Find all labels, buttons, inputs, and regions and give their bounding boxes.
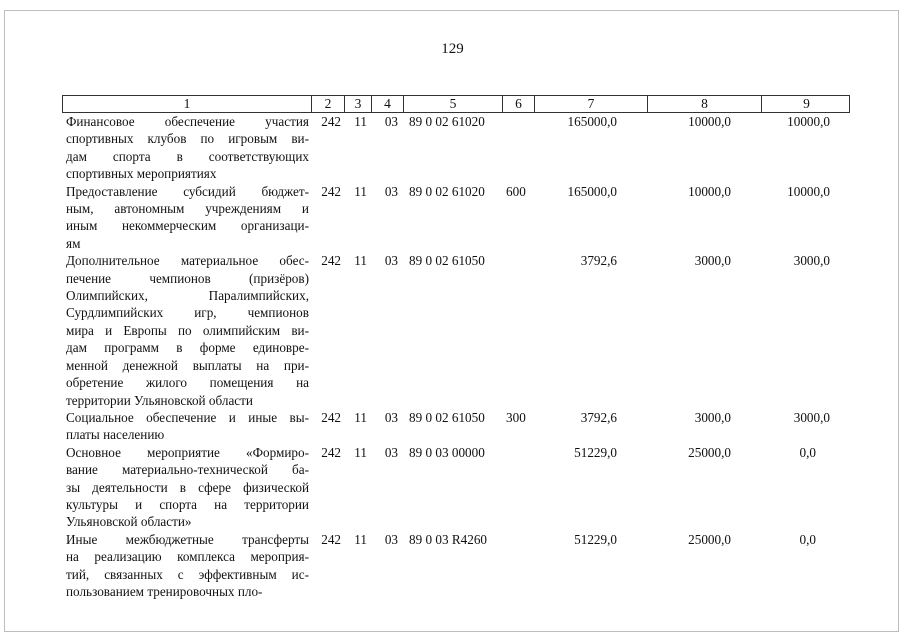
row-name-line: платы населению xyxy=(66,427,165,443)
row-name-line: тий, связанных с эффективным ис- xyxy=(66,566,309,582)
subsection-cell: 03 xyxy=(384,253,398,269)
amount-col9-cell: 10000,0 xyxy=(787,114,830,129)
amount-col8-cell: 25000,0 xyxy=(688,444,731,460)
amount-col8-cell: 25000,0 xyxy=(688,531,731,547)
row-name-line: культуры и спорта на территории xyxy=(66,496,309,512)
header-col-5: 5 xyxy=(404,96,503,112)
row-name-cell xyxy=(62,252,311,409)
header-col-3: 3 xyxy=(345,96,372,112)
subsection-cell: 03 xyxy=(384,114,398,129)
row-name-line: Дополнительное материальное обес- xyxy=(66,253,309,269)
header-col-7: 7 xyxy=(535,96,648,112)
row-name-line: ным, автономным учреждениям и xyxy=(66,201,309,217)
row-name-line: Финансовое обеспечение участия xyxy=(66,114,309,129)
header-col-2: 2 xyxy=(312,96,345,112)
row-name-line: Иные межбюджетные трансферты xyxy=(66,531,309,547)
subsection-cell: 03 xyxy=(384,409,398,425)
amount-col7-cell: 51229,0 xyxy=(574,531,617,547)
row-name-line: мира и Европы по олимпийским ви- xyxy=(66,322,309,338)
row-name-line: Олимпийских, Паралимпийских, xyxy=(66,288,309,304)
subsection-cell: 03 xyxy=(384,183,398,199)
amount-col8-cell: 10000,0 xyxy=(688,114,731,129)
row-name-cell xyxy=(62,113,311,183)
row-name-line: зы деятельности в сфере физической xyxy=(66,479,309,495)
grbs-cell: 242 xyxy=(321,253,341,269)
grbs-cell: 242 xyxy=(321,183,341,199)
amount-col8-cell: 3000,0 xyxy=(694,253,731,269)
amount-col8-cell: 10000,0 xyxy=(688,183,731,199)
header-col-8: 8 xyxy=(648,96,762,112)
amount-col9-cell: 0,0 xyxy=(799,444,816,460)
amount-col9-cell: 10000,0 xyxy=(787,183,830,199)
target-article-cell: 89 0 03 R4260 xyxy=(409,531,488,547)
target-article-cell: 89 0 02 61020 xyxy=(409,183,485,199)
grbs-cell: 242 xyxy=(321,114,341,129)
table-row xyxy=(62,183,850,253)
header-col-4: 4 xyxy=(372,96,404,112)
page-number: 129 xyxy=(441,41,464,57)
grbs-cell: 242 xyxy=(321,444,341,460)
expense-type-cell: 300 xyxy=(506,409,526,425)
row-name-line: Социальное обеспечение и иные вы- xyxy=(66,409,309,425)
amount-col8-cell: 3000,0 xyxy=(694,409,731,425)
row-name-line: дам спорта в соответствующих xyxy=(66,148,309,164)
row-name-line: Основное мероприятие «Формиро- xyxy=(66,444,309,460)
target-article-cell: 89 0 02 61050 xyxy=(409,253,485,269)
table-row xyxy=(62,531,850,601)
header-col-1: 1 xyxy=(63,96,312,112)
table-header xyxy=(62,95,850,113)
section-cell: 11 xyxy=(354,183,367,199)
grbs-cell: 242 xyxy=(321,531,341,547)
row-name-line: дам программ в форме единовре- xyxy=(66,340,309,356)
amount-col7-cell: 165000,0 xyxy=(567,114,617,129)
expense-type-cell: 600 xyxy=(506,183,526,199)
row-name-line: Предоставление субсидий бюджет- xyxy=(66,183,309,199)
row-name-line: территории Ульяновской области xyxy=(66,392,253,408)
amount-col7-cell: 3792,6 xyxy=(580,253,617,269)
amount-col7-cell: 165000,0 xyxy=(567,183,617,199)
row-name-cell xyxy=(62,444,311,531)
row-name-cell xyxy=(62,183,311,253)
table-row xyxy=(62,113,850,183)
row-name-line: печение чемпионов (призёров) xyxy=(66,270,309,286)
row-name-line: обретение жилого помещения на xyxy=(66,375,309,391)
row-name-cell xyxy=(62,409,311,444)
amount-col7-cell: 3792,6 xyxy=(580,409,617,425)
section-cell: 11 xyxy=(354,253,367,269)
header-col-9: 9 xyxy=(803,96,810,111)
row-name-line: вание материально-технической ба- xyxy=(66,462,309,478)
grbs-cell: 242 xyxy=(321,409,341,425)
target-article-cell: 89 0 02 61020 xyxy=(409,114,485,129)
row-name-line: спортивных клубов по игровым ви- xyxy=(66,131,309,147)
section-cell: 11 xyxy=(354,444,367,460)
table-body xyxy=(62,113,850,600)
row-name-line: Сурдлимпийских игр, чемпионов xyxy=(66,305,309,321)
budget-table xyxy=(62,95,850,600)
table-row xyxy=(62,409,850,444)
section-cell: 11 xyxy=(354,531,367,547)
table-row xyxy=(62,444,850,531)
amount-col9-cell: 3000,0 xyxy=(793,253,830,269)
row-name-line: пользованием тренировочных пло- xyxy=(66,583,263,599)
row-name-line: спортивных мероприятиях xyxy=(66,166,217,182)
row-name-line: иным некоммерческим организаци- xyxy=(66,218,309,234)
amount-col7-cell: 51229,0 xyxy=(574,444,617,460)
row-name-cell xyxy=(62,531,311,601)
header-col-6: 6 xyxy=(503,96,535,112)
amount-col9-cell: 3000,0 xyxy=(793,409,830,425)
target-article-cell: 89 0 02 61050 xyxy=(409,409,485,425)
subsection-cell: 03 xyxy=(384,444,398,460)
subsection-cell: 03 xyxy=(384,531,398,547)
row-name-line: ям xyxy=(66,235,81,251)
row-name-line: менной денежной выплаты на при- xyxy=(66,357,309,373)
section-cell: 11 xyxy=(354,114,367,129)
target-article-cell: 89 0 03 00000 xyxy=(409,444,485,460)
table-row xyxy=(62,252,850,409)
row-name-line: на реализацию комплекса мероприя- xyxy=(66,549,309,565)
section-cell: 11 xyxy=(354,409,367,425)
amount-col9-cell: 0,0 xyxy=(799,531,816,547)
row-name-line: Ульяновской области» xyxy=(66,514,192,530)
